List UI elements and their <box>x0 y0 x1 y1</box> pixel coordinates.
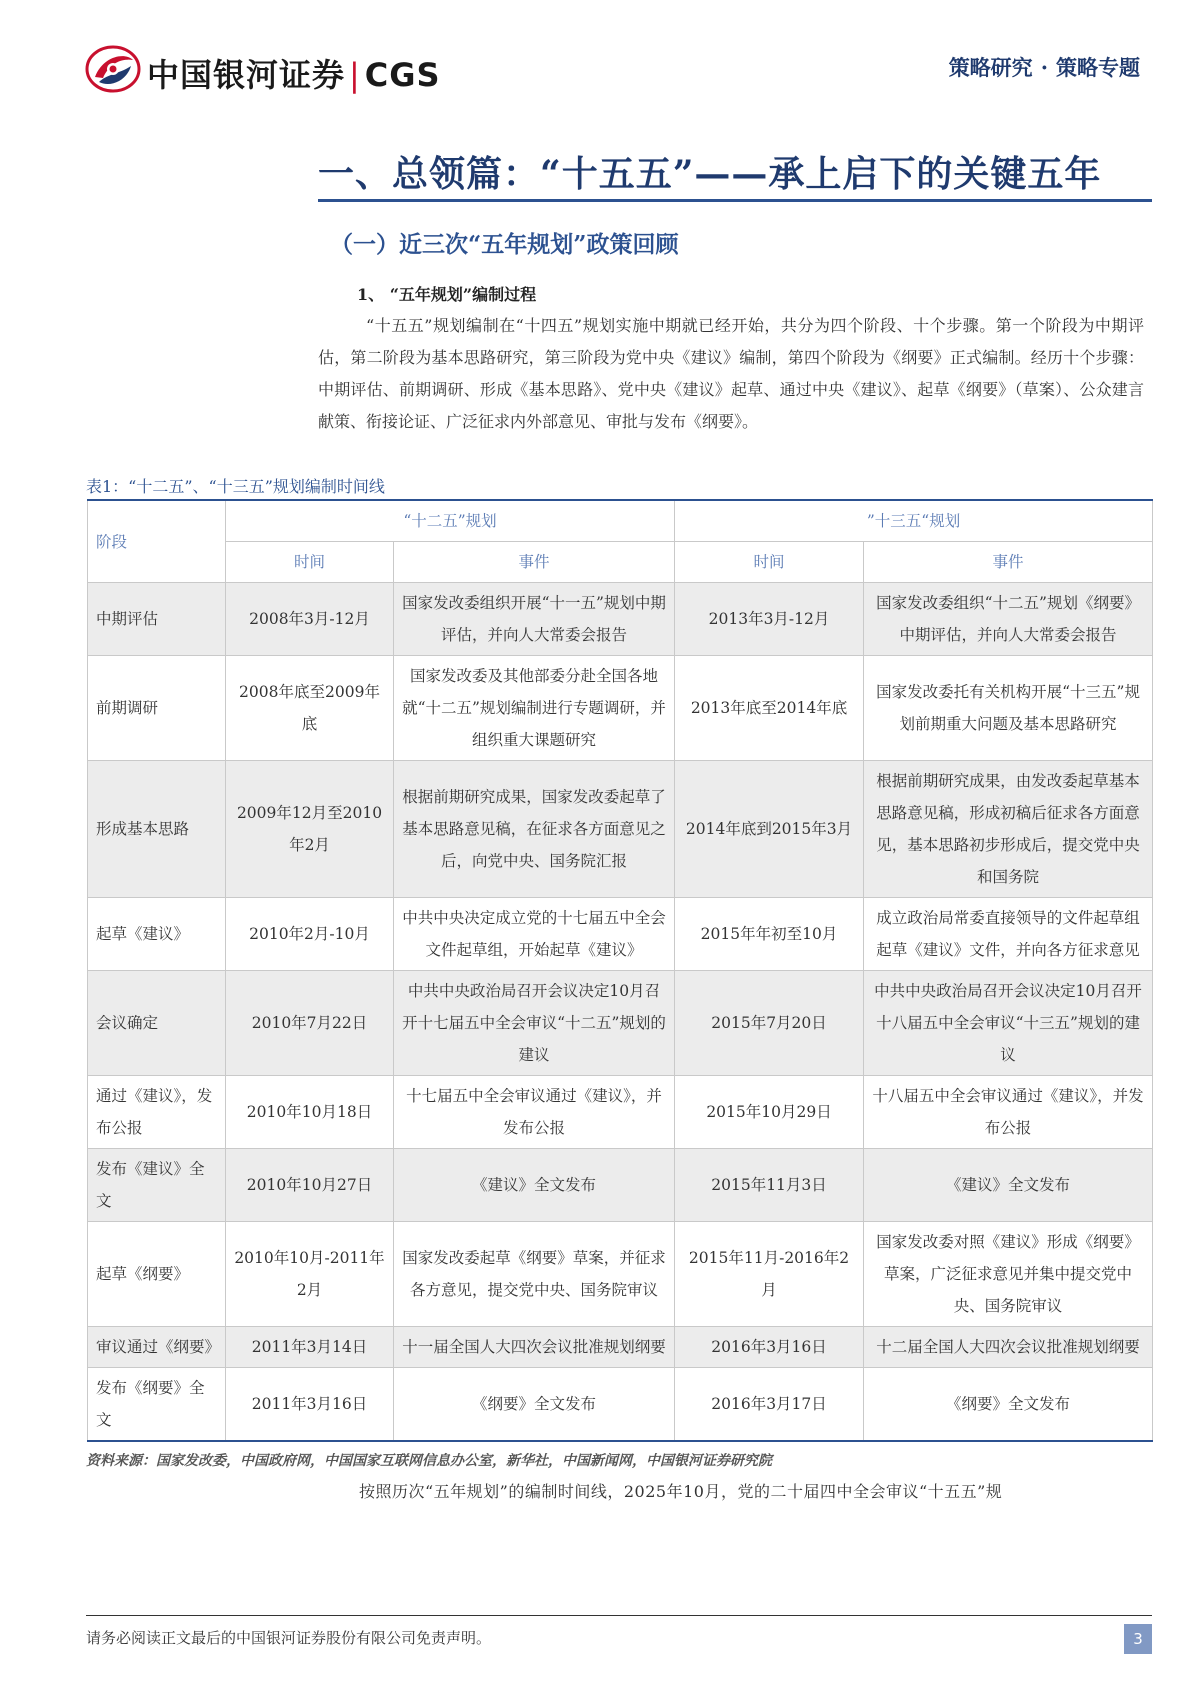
event-cell: 中共中央政治局召开会议决定10月召开十八届五中全会审议“十三五”规划的建议 <box>864 971 1153 1076</box>
company-logo-text: 中国银河证券 | CGS <box>147 56 441 94</box>
time-cell: 2015年年初至10月 <box>675 898 864 971</box>
event-header-12th: 事件 <box>394 542 675 583</box>
data-source-note: 资料来源：国家发改委，中国政府网，中国国家互联网信息办公室，新华社，中国新闻网，中国银河证券研究院 <box>86 1453 772 1469</box>
event-cell: 根据前期研究成果，国家发改委起草了基本思路意见稿，在征求各方面意见之后，向党中央、国务院汇报 <box>394 761 675 898</box>
timeline-table <box>87 499 1153 1442</box>
table-row <box>88 1222 1153 1327</box>
event-cell: 中共中央决定成立党的十七届五中全会文件起草组，开始起草《建议》 <box>394 898 675 971</box>
stage-cell: 审议通过《纲要》 <box>88 1327 226 1368</box>
table-row <box>88 761 1153 898</box>
time-cell: 2010年10月-2011年2月 <box>226 1222 394 1327</box>
stage-cell: 发布《建议》全文 <box>88 1149 226 1222</box>
event-cell: 根据前期研究成果，由发改委起草基本思路意见稿，形成初稿后征求各方面意见，基本思路初步形成后，提交党中央和国务院 <box>864 761 1153 898</box>
galaxy-logo-icon <box>85 44 141 94</box>
event-cell: 《纲要》全文发布 <box>394 1368 675 1442</box>
event-cell: 《纲要》全文发布 <box>864 1368 1153 1442</box>
time-cell: 2010年7月22日 <box>226 971 394 1076</box>
time-cell: 2015年11月-2016年2月 <box>675 1222 864 1327</box>
company-name: 中国银河证券 <box>147 56 346 94</box>
page-number: 3 <box>1124 1624 1152 1654</box>
time-cell: 2013年底至2014年底 <box>675 656 864 761</box>
time-cell: 2015年7月20日 <box>675 971 864 1076</box>
table-row <box>88 1149 1153 1222</box>
event-header-13th: 事件 <box>864 542 1153 583</box>
time-cell: 2016年3月16日 <box>675 1327 864 1368</box>
table-row <box>88 1327 1153 1368</box>
time-cell: 2014年底到2015年3月 <box>675 761 864 898</box>
event-cell: 国家发改委组织“十二五”规划《纲要》中期评估，并向人大常委会报告 <box>864 583 1153 656</box>
time-header-13th: 时间 <box>675 542 864 583</box>
section-title: 一、总领篇：“十五五”——承上启下的关键五年 <box>318 153 1102 195</box>
stage-cell: 起草《纲要》 <box>88 1222 226 1327</box>
category-separator: · <box>1040 55 1048 80</box>
stage-cell: 形成基本思路 <box>88 761 226 898</box>
table-row <box>88 656 1153 761</box>
table-row <box>88 583 1153 656</box>
event-cell: 十八届五中全会审议通过《建议》，并发布公报 <box>864 1076 1153 1149</box>
footer-rule <box>86 1615 1152 1616</box>
plan-12th-header: “十二五”规划 <box>226 500 675 542</box>
event-cell: 国家发改委对照《建议》形成《纲要》草案，广泛征求意见并集中提交党中央、国务院审议 <box>864 1222 1153 1327</box>
stage-cell: 前期调研 <box>88 656 226 761</box>
time-cell: 2010年10月27日 <box>226 1149 394 1222</box>
subsection-title: （一）近三次“五年规划”政策回顾 <box>330 231 679 258</box>
event-cell: 成立政治局常委直接领导的文件起草组起草《建议》文件，并向各方征求意见 <box>864 898 1153 971</box>
event-cell: 《建议》全文发布 <box>394 1149 675 1222</box>
subcategory-label: 策略专题 <box>1056 55 1140 80</box>
event-cell: 国家发改委组织开展“十一五”规划中期评估，并向人大常委会报告 <box>394 583 675 656</box>
plan-13th-header: ”十三五“规划 <box>675 500 1153 542</box>
event-cell: 十七届五中全会审议通过《建议》，并发布公报 <box>394 1076 675 1149</box>
section-title-rule <box>318 199 1152 202</box>
event-cell: 十二届全国人大四次会议批准规划纲要 <box>864 1327 1153 1368</box>
time-cell: 2010年2月-10月 <box>226 898 394 971</box>
subheading: 1、 “五年规划”编制过程 <box>357 285 537 304</box>
table-row <box>88 1076 1153 1149</box>
event-cell: 国家发改委起草《纲要》草案，并征求各方意见，提交党中央、国务院审议 <box>394 1222 675 1327</box>
body-paragraph-text: “十五五”规划编制在“十四五”规划实施中期就已经开始，共分为四个阶段、十个步骤。第一个阶段为中期评估，第二阶段为基本思路研究，第三阶段为党中央《建议》编制，第四个阶段为《纲要》正式编制。经历十个步骤：中期评估、前期调研、形成《基本思路》、党中央《建议》起草、通过中央《建议》、起草《纲要》（草案）、公众建言献策、衔接论证、广泛征求内外部意见、审批与发布《纲要》。 <box>318 316 1144 431</box>
table-caption: 表1：“十二五”、“十三五”规划编制时间线 <box>86 477 385 496</box>
time-cell: 2015年10月29日 <box>675 1076 864 1149</box>
stage-column-header: 阶段 <box>88 500 226 583</box>
stage-cell: 通过《建议》，发布公报 <box>88 1076 226 1149</box>
event-cell: 国家发改委托有关机构开展“十三五”规划前期重大问题及基本思路研究 <box>864 656 1153 761</box>
company-abbr: CGS <box>364 56 441 94</box>
time-cell: 2010年10月18日 <box>226 1076 394 1149</box>
time-header-12th: 时间 <box>226 542 394 583</box>
time-cell: 2016年3月17日 <box>675 1368 864 1442</box>
table-row <box>88 971 1153 1076</box>
category-label: 策略研究 <box>948 55 1033 80</box>
event-cell: 国家发改委及其他部委分赴全国各地就“十二五”规划编制进行专题调研，并组织重大课题研究 <box>394 656 675 761</box>
time-cell: 2009年12月至2010年2月 <box>226 761 394 898</box>
page-header <box>85 44 1140 94</box>
event-cell: 《建议》全文发布 <box>864 1149 1153 1222</box>
body-paragraph <box>318 310 1144 438</box>
time-cell: 2011年3月16日 <box>226 1368 394 1442</box>
event-cell: 十一届全国人大四次会议批准规划纲要 <box>394 1327 675 1368</box>
time-cell: 2008年3月-12月 <box>226 583 394 656</box>
table-row <box>88 1368 1153 1442</box>
time-cell: 2015年11月3日 <box>675 1149 864 1222</box>
continuation-paragraph: 按照历次“五年规划”的编制时间线，2025年10月，党的二十届四中全会审议“十五五”规 <box>359 1482 1003 1501</box>
stage-cell: 中期评估 <box>88 583 226 656</box>
footer-disclaimer: 请务必阅读正文最后的中国银河证券股份有限公司免责声明。 <box>86 1629 492 1647</box>
stage-cell: 起草《建议》 <box>88 898 226 971</box>
event-cell: 中共中央政治局召开会议决定10月召开十七届五中全会审议“十二五”规划的建议 <box>394 971 675 1076</box>
report-category <box>949 52 1140 82</box>
time-cell: 2013年3月-12月 <box>675 583 864 656</box>
stage-cell: 发布《纲要》全文 <box>88 1368 226 1442</box>
time-cell: 2011年3月14日 <box>226 1327 394 1368</box>
stage-cell: 会议确定 <box>88 971 226 1076</box>
time-cell: 2008年底至2009年底 <box>226 656 394 761</box>
table-row <box>88 898 1153 971</box>
